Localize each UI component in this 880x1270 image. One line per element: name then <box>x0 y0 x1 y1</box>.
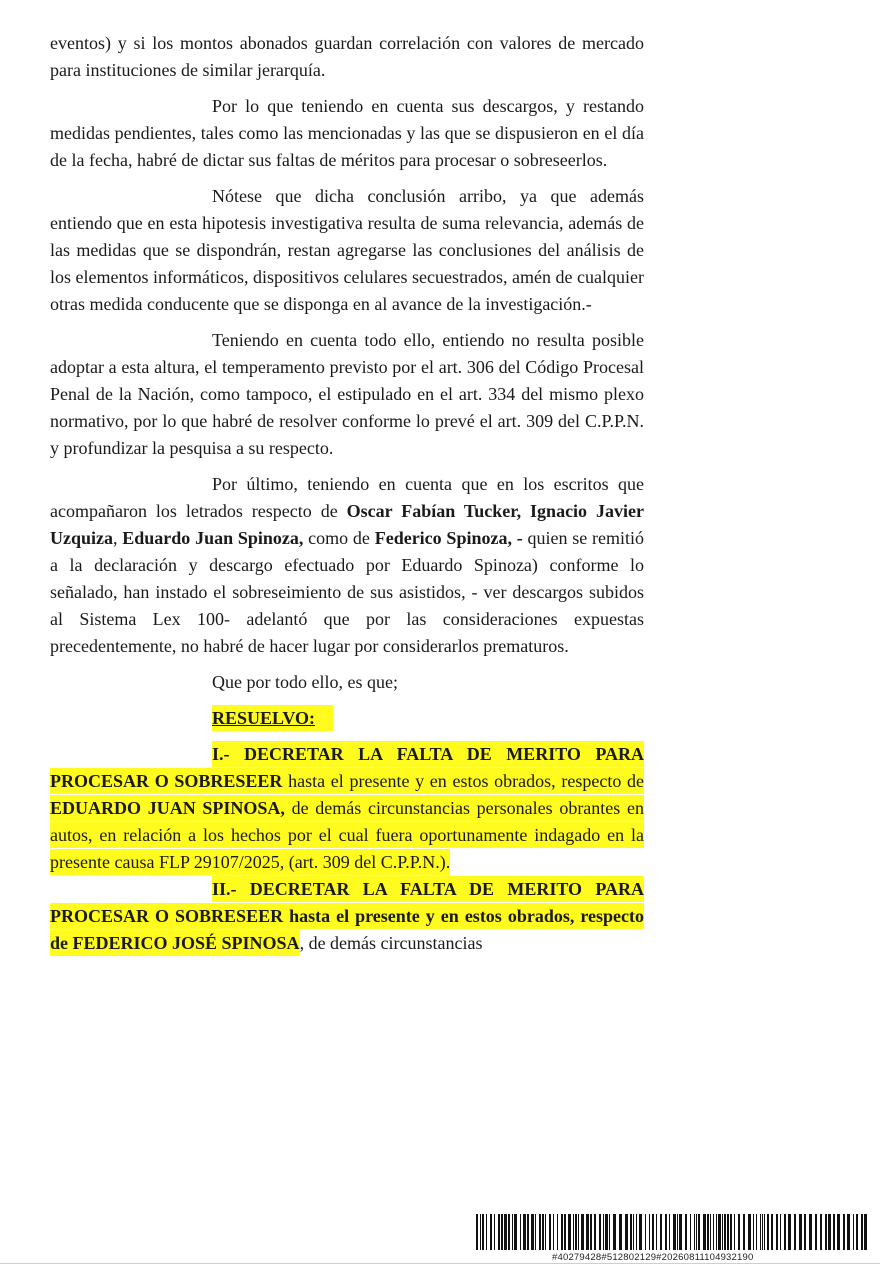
barcode-bar <box>633 1214 634 1250</box>
barcode-bar <box>599 1214 601 1250</box>
barcode-bar <box>815 1214 817 1250</box>
barcode-bar <box>748 1214 751 1250</box>
barcode-number: #40279428#512802129#20260811104932190 <box>552 1252 754 1263</box>
item2-bold-a: II.- DECRETAR LA FALTA DE MERITO PARA PROCESAR O SOBRESEER hasta el presente y en estos obrados, respecto de FEDERICO JOSÉ SPINOSA <box>50 879 644 953</box>
barcode-bar <box>734 1214 735 1250</box>
resolution-item-2 <box>50 876 644 957</box>
barcode-bar <box>716 1214 717 1250</box>
barcode-bar <box>727 1214 729 1250</box>
barcode-bar <box>605 1214 608 1250</box>
barcode-bar <box>694 1214 695 1250</box>
barcode-bar <box>743 1214 745 1250</box>
barcode-bar <box>776 1214 778 1250</box>
barcode-bar <box>581 1214 584 1250</box>
barcode-bar <box>568 1214 571 1250</box>
barcode-bar <box>594 1214 596 1250</box>
resuelvo-pad <box>315 705 333 731</box>
page-bottom-edge <box>0 1263 880 1264</box>
resolution-item-1 <box>50 741 644 876</box>
barcode-bar <box>788 1214 791 1250</box>
barcode-bar <box>542 1214 544 1250</box>
barcode-bar <box>636 1214 637 1250</box>
barcode-bar <box>520 1214 521 1250</box>
barcode-bar <box>756 1214 757 1250</box>
barcode-bar <box>767 1214 769 1250</box>
item1-text-a: hasta el presente y en estos obrados, respecto de <box>282 771 644 791</box>
barcode-bar <box>753 1214 754 1250</box>
barcode-bar <box>649 1214 650 1250</box>
item1-bold-b: EDUARDO JUAN SPINOSA, <box>50 798 285 818</box>
barcode-bar <box>853 1214 854 1250</box>
barcode-bar <box>603 1214 604 1250</box>
barcode-bar <box>677 1214 678 1250</box>
barcode-bar <box>482 1214 484 1250</box>
barcode-bar <box>730 1214 732 1250</box>
barcode-bar <box>490 1214 492 1250</box>
barcode-bar <box>724 1214 726 1250</box>
p5-text-c: como de <box>303 528 375 548</box>
p5-names-3: Federico Spinoza, - <box>374 528 523 548</box>
barcode-bar <box>512 1214 513 1250</box>
barcode-bar <box>508 1214 510 1250</box>
barcode-bar <box>619 1214 622 1250</box>
barcode-bar <box>864 1214 867 1250</box>
paragraph-4: Teniendo en cuenta todo ello, entiendo no resulta posible adoptar a esta altura, el temperamento previsto por el art. 306 del Código Procesal Penal de la Nación, como tampoco, el estipulado en el art. 334 del mismo plexo normativo, por lo que habré de resolver conforme lo prevé el art. 309 del C.P.P.N. y profundizar la pesquisa a su respecto. <box>50 330 644 458</box>
barcode-bar <box>514 1214 517 1250</box>
barcode-bar <box>539 1214 541 1250</box>
barcode-bar <box>837 1214 840 1250</box>
barcode-bar <box>825 1214 827 1250</box>
barcode-bar <box>679 1214 682 1250</box>
p5-text-d: quien se remitió a la declaración y descargo efectuado por Eduardo Spinoza) conforme lo señalado, han instado el sobreseimiento de sus asistidos, - ver descargos subidos al Sistema Lex 100- adelantó que por las consideraciones expuestas precedentemente, no habré de hacer lugar por considerarlos prematuros. <box>50 528 645 656</box>
document-body <box>50 30 644 957</box>
barcode-bar <box>486 1214 487 1250</box>
barcode-bar <box>856 1214 858 1250</box>
barcode-bar <box>557 1214 558 1250</box>
barcode-bar <box>696 1214 697 1250</box>
barcode-bar <box>573 1214 574 1250</box>
barcode-bar <box>613 1214 616 1250</box>
p5-names-1: Oscar Fabían Tucker, Ignacio Javier Uzquiza <box>50 501 644 548</box>
barcode-bar <box>531 1214 534 1250</box>
barcode-bar <box>476 1214 478 1250</box>
resuelvo-heading <box>50 705 644 732</box>
barcode-bar <box>690 1214 691 1250</box>
barcode-bar <box>669 1214 670 1250</box>
barcode-bar <box>564 1214 566 1250</box>
barcode-bar <box>504 1214 507 1250</box>
barcode-bar <box>553 1214 554 1250</box>
barcode-bar <box>652 1214 654 1250</box>
barcode-bar <box>660 1214 662 1250</box>
barcode-bar <box>656 1214 657 1250</box>
barcode-bar <box>609 1214 610 1250</box>
barcode-bar <box>645 1214 646 1250</box>
p5-names-2: Eduardo Juan Spinoza, <box>122 528 304 548</box>
barcode-bar <box>760 1214 761 1250</box>
barcode-bar <box>549 1214 551 1250</box>
barcode-bar <box>843 1214 845 1250</box>
barcode-bar <box>762 1214 763 1250</box>
barcode-bar <box>703 1214 706 1250</box>
barcode-bar <box>713 1214 714 1250</box>
barcode-bar <box>527 1214 529 1250</box>
barcode-bar <box>685 1214 687 1250</box>
barcode-bar <box>523 1214 526 1250</box>
barcode-bar <box>780 1214 781 1250</box>
barcode-bar <box>718 1214 721 1250</box>
barcode-bar <box>480 1214 481 1250</box>
barcode-bar <box>799 1214 802 1250</box>
paragraph-3: Nótese que dicha conclusión arribo, ya que además entiendo que en esta hipotesis investigativa resulta de suma relevancia, además de las medidas que se dispondrán, restan agregarse las conclusiones del análisis de los elementos informáticos, dispositivos celulares secuestrados, amén de cualquier otras medida conducente que se disponga en al avance de la investigación.- <box>50 186 644 314</box>
barcode-bar <box>794 1214 796 1250</box>
barcode-bar <box>501 1214 503 1250</box>
barcode-bar <box>590 1214 592 1250</box>
barcode-bar <box>861 1214 863 1250</box>
barcode-bar <box>771 1214 773 1250</box>
barcode-bar <box>804 1214 806 1250</box>
paragraph-1: eventos) y si los montos abonados guardan correlación con valores de mercado para instituciones de similar jerarquía. <box>50 33 644 80</box>
barcode-bar <box>498 1214 500 1250</box>
p5-text-b: , <box>113 528 123 548</box>
barcode-bar <box>764 1214 765 1250</box>
barcode-bar <box>494 1214 495 1250</box>
item1-bold-a: I.- DECRETAR LA FALTA DE MERITO PARA PROCESAR O SOBRESEER <box>50 744 644 791</box>
barcode-bar <box>575 1214 577 1250</box>
barcode-bar <box>820 1214 822 1250</box>
barcode-bar <box>639 1214 642 1250</box>
barcode-bar <box>665 1214 667 1250</box>
barcode-bar <box>698 1214 700 1250</box>
barcode-bar <box>833 1214 835 1250</box>
paragraph-6: Que por todo ello, es que; <box>212 672 398 692</box>
barcode-bar <box>722 1214 723 1250</box>
barcode-bar <box>535 1214 536 1250</box>
barcode-bar <box>625 1214 628 1250</box>
barcode-image <box>476 1214 870 1250</box>
barcode-bar <box>630 1214 632 1250</box>
paragraph-5 <box>50 471 644 660</box>
barcode-bar <box>809 1214 812 1250</box>
barcode-bar <box>847 1214 850 1250</box>
resuelvo-label: RESUELVO: <box>212 705 315 731</box>
item2-text-a: , de demás circunstancias <box>299 933 483 953</box>
barcode-bar <box>828 1214 831 1250</box>
barcode-bar <box>586 1214 589 1250</box>
paragraph-2: Por lo que teniendo en cuenta sus descargos, y restando medidas pendientes, tales como las mencionadas y las que se dispusieron en el día de la fecha, habré de dictar sus faltas de méritos para procesar o sobreseerlos. <box>50 96 644 170</box>
item1-text-b: de demás circunstancias personales obrantes en autos, en relación a los hechos por el cual fuera oportunamente indagado en la presente causa FLP 29107/2025, (art. 309 del C.P.P.N.). <box>50 798 644 872</box>
barcode-bar <box>673 1214 676 1250</box>
barcode-bar <box>738 1214 740 1250</box>
barcode-bar <box>710 1214 711 1250</box>
barcode-bar <box>545 1214 546 1250</box>
barcode-bar <box>707 1214 709 1250</box>
barcode-bar <box>561 1214 563 1250</box>
barcode-bar <box>784 1214 786 1250</box>
barcode-bar <box>578 1214 579 1250</box>
p5-text-a: Por último, teniendo en cuenta que en los escritos que acompañaron los letrados respecto de <box>50 474 644 521</box>
